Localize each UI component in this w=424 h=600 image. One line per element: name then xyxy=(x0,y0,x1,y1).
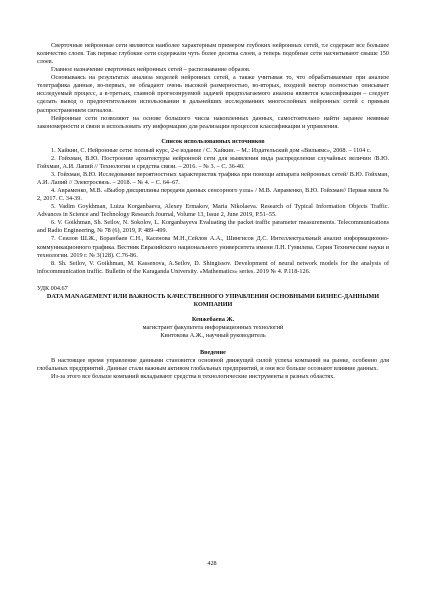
page-number: 428 xyxy=(207,560,217,567)
body-paragraph-4: Нейронные сети позволяют на основе большого числа накопленных данных, самостоятельно найти заранее неявные закономерности и связи и использовать эту информацию для реализации процессов классификации и управления. xyxy=(37,114,389,130)
author-affiliation: магистрант факультета информационных технологий xyxy=(142,324,284,331)
paper-page xyxy=(37,42,389,381)
reference-item-1: 1. Хайкин, С. Нейронные сети: полный курс, 2-е издание / С. Хайкин. – М.: Издательский дом «Вильямс», 2008. – 1104 с. xyxy=(51,146,372,154)
author-name: Кенжебаева Ж. xyxy=(191,315,235,323)
references-title: Список использованных источников xyxy=(161,137,265,145)
reference-item-3: 3. Гойхман, В.Ю. Исследование вероятностных характеристик трафика при помощи аппарата нейронных сетей/ В.Ю. Гойхман, А.И. Лапий // Электросвязь. – 2018. – № 4. – С. 64–67. xyxy=(37,170,389,186)
article-title: DATA MANAGEMENT ИЛИ ВАЖНОСТЬ КАЧЕСТВЕННОГО УПРАВЛЕНИЯ ОСНОВНЫМИ БИЗНЕС-ДАННЫМИ КОМПАНИИ xyxy=(46,292,380,308)
reference-item-5: 5. Vadim Goykhman, Luiza Korganbaeva, Alexey Ermakov, Maria Nikolaeva. Research of Typical Information Objects Traffic. Advances in Science and Technology Research Journal, Volume 13, Issue 2, June 2019, P.51–55. xyxy=(37,203,389,219)
reference-item-7: 7. Сеилов Ш.Ж., Боранбаев С.Н., Касенова М.Н.,Сейлов А.А., Шингисов Д.С. Интеллектуальный анализ информационно-коммуникационного трафика. Вестник Евразийского национального университета имени Л.Н. Гумилева. Серия Технические науки и технологии. 2019 г. № 3(128). С.76-86. xyxy=(37,235,389,259)
body-paragraph-3: Основываясь на результатах анализа моделей нейронных сетей, а также учитывая то, что обрабатываемые при анализе телетрафика данные, во-первых, не обладают очень высокой размерностью, во-вторых, входной вектор полностью описывает исследуемый процесс, а в-третьих, главной прогнозируемой задачей предполагаемого анализа является классификация – следует сделать вывод о предпочтительном использовании в дальнейших исследованиях многослойных нейронных сетей с прямым распространением сигналов. xyxy=(37,74,389,114)
body-paragraph-1: Сверточные нейронные сети являются наиболее характерным примером глубоких нейронных сетей, т.е содержат все большее количество слоев. Так первые глубокие сети содержали чуть более десятка слоев, а теперь подобные сети насчитывают свыше 150 слоев. xyxy=(37,42,389,66)
intro-heading: Введение xyxy=(200,349,226,357)
reference-item-6: 6. V. Goikhman, Sh. Seilov, N. Sokolov, L. Korganbayeva Evaluating the packet traffic parameter measurements. Telecommunications and Radio Engineering, № 78 (6), 2019, P. 489–499. xyxy=(37,219,389,235)
intro-paragraph-1: В настоящее время управление данными становится основной движущей силой успеха компаний на рынке, особенно для глобальных предприятий. Данные стали важным активом глобальных предприятий, и они все больше осознают влияние данных. xyxy=(37,357,389,373)
reference-item-8: 8. Sh. Seilov, V. Goikhman, M. Kassenova, A.Seilov, D. Shingissov. Development of neural network models for the analysis of infocommunication traffic. Bulletin of the Karaganda University. «Mathematics» series. 2019 № 4. P.118-126. xyxy=(37,259,389,275)
reference-item-4: 4. Авраменко, М.В. «Выбор дисциплины передачи данных сенсорного узла» / М.В. Авраменко, В.Ю. Гойхман// Первая миля № 2, 2017. С. 34-39. xyxy=(37,187,389,203)
intro-paragraph-2: Из-за этого все больше компаний вкладывают средства в технологические инструменты в разных областях. xyxy=(51,373,335,381)
reference-item-2: 2. Гойхман, В.Ю. Построение архитектуры нейронной сети для выявления вида распределения случайных величин /В.Ю. Гойхман, А.И. Лапий // Технологии и средства связи. – 2016. – № 3. – С. 36-40. xyxy=(37,154,389,170)
udc-code: УДК 004.67 xyxy=(37,284,68,292)
body-paragraph-2: Главное назначение сверточных нейронных сетей – распознавание образов. xyxy=(51,66,251,74)
supervisor-line: Кинтокова А.Ж., научный руководитель xyxy=(160,332,266,340)
